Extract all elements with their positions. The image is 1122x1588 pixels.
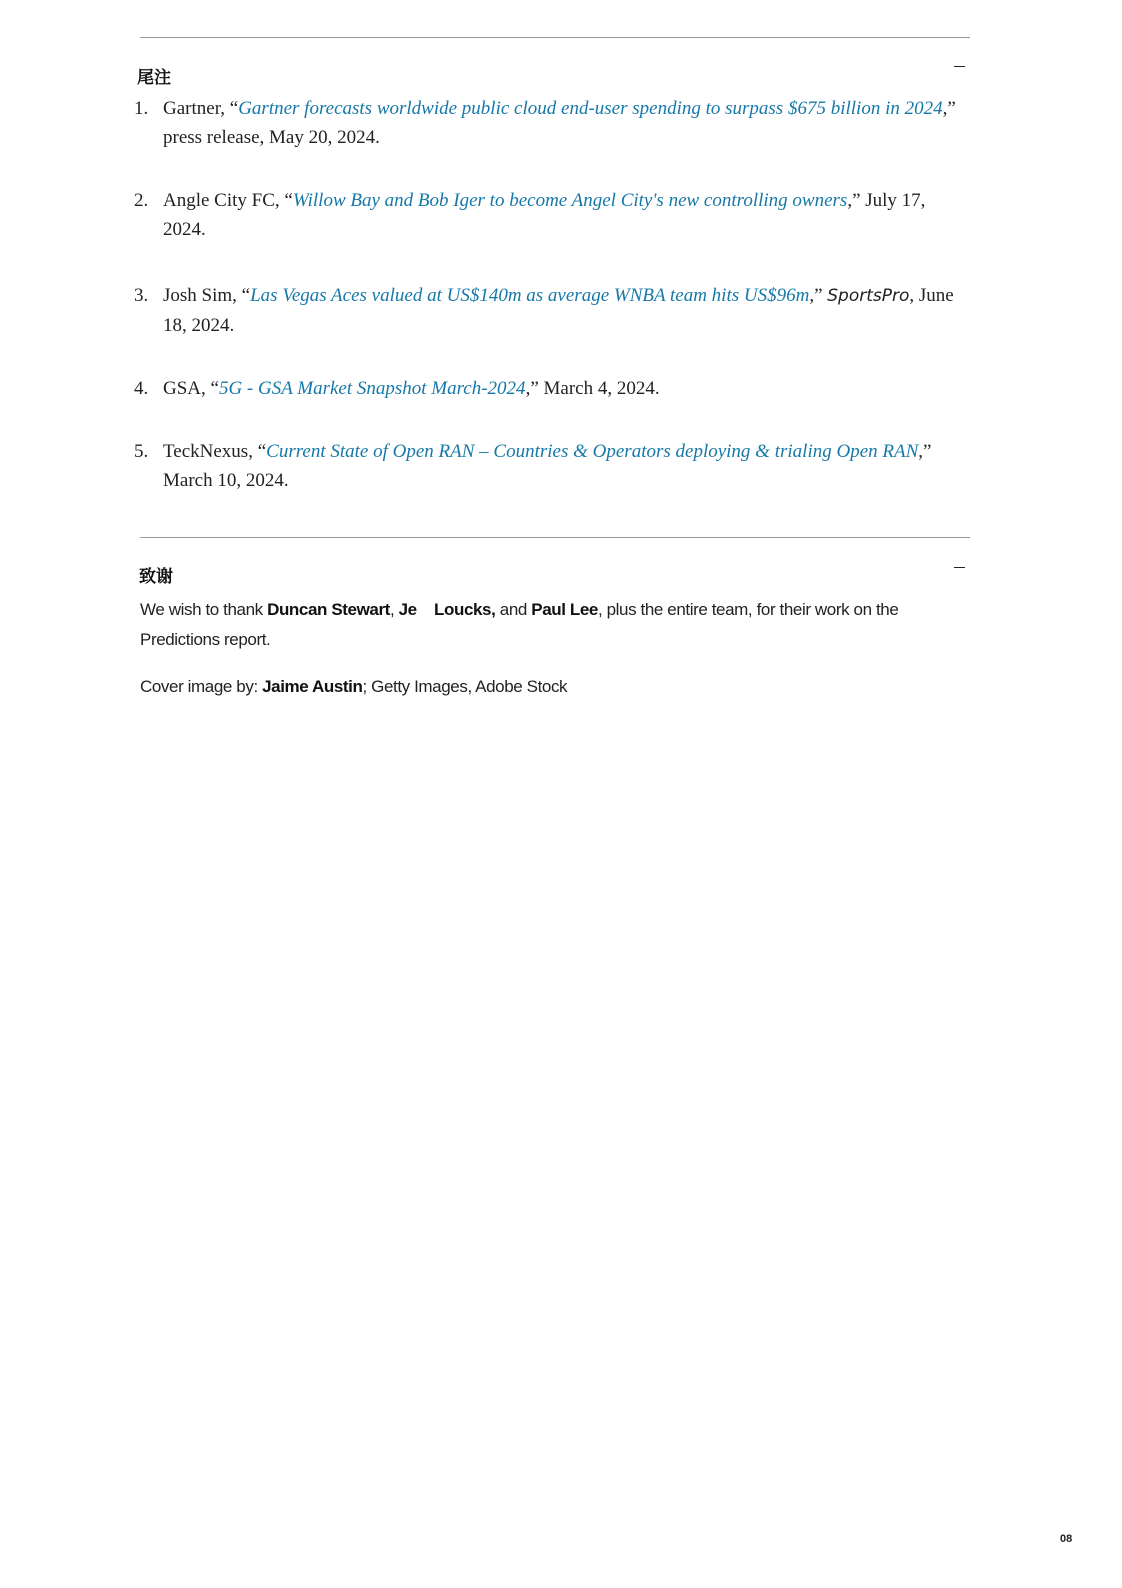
endnote-source: Josh Sim, “ [163,285,251,306]
endnote-source: Gartner, “ [163,98,239,119]
contributor-name: Duncan Stewart [267,600,390,619]
endnote-item [134,281,970,340]
endnote-number: 1. [134,98,149,119]
endnote-link[interactable]: 5G - GSA Market Snapshot March-2024 [218,378,526,399]
credit-text: Cover image by: [140,677,263,696]
endnote-item [134,186,970,244]
minus-icon [954,66,965,67]
endnote-link[interactable]: Willow Bay and Bob Iger to become Angel City's new controlling owners [292,190,848,211]
endnote-details: , June 18, 2024. [163,285,954,336]
cover-credit [140,672,960,702]
endnote-details: ,” March 10, 2024. [163,441,932,491]
endnote-separator: ,” [809,285,828,306]
acknowledgements-thanks [140,595,960,655]
endnote-number: 4. [134,378,149,399]
minus-icon [954,567,965,568]
endnote-publication: SportsPro [827,286,910,306]
endnote-details: ,” March 4, 2024. [525,378,660,399]
endnote-number: 5. [134,441,149,462]
endnote-number: 2. [134,190,149,211]
credit-text: ; Getty Images, Adobe Stock [362,677,568,696]
thanks-text: and [495,600,532,619]
endnotes-collapse-button[interactable] [951,59,967,75]
thanks-text: , [389,600,399,619]
acknowledgements-heading: 致谢 [139,567,173,587]
contributor-name: Je Loucks, [398,600,496,619]
endnote-source: Angle City FC, “ [163,190,293,211]
endnote-link[interactable]: Current State of Open RAN – Countries & Operators deploying & trialing Open RAN [266,441,919,462]
acknowledgements-divider [140,537,970,538]
page-number: 08 [1060,1533,1073,1545]
endnote-number: 3. [134,285,149,306]
endnotes-heading: 尾注 [137,68,171,88]
endnote-source: TeckNexus, “ [163,441,267,462]
thanks-text: We wish to thank [140,600,268,619]
acknowledgements-collapse-button[interactable] [951,560,967,576]
endnote-details: ,” July 17, 2024. [163,190,926,240]
endnotes-list [134,94,970,495]
endnote-link[interactable]: Las Vegas Aces valued at US$140m as average WNBA team hits US$96m [250,285,810,306]
endnote-item [134,437,970,495]
endnote-link[interactable]: Gartner forecasts worldwide public cloud end-user spending to surpass $675 billion in 2024 [238,98,943,119]
endnotes-divider [140,37,970,38]
endnote-item [134,374,970,403]
endnote-source: GSA, “ [163,378,219,399]
contributor-name: Paul Lee [531,600,598,619]
thanks-text: , plus the entire team, for their work on the Predictions report. [140,600,899,649]
endnote-item [134,94,970,152]
cover-artist-name: Jaime Austin [262,677,363,696]
endnote-details: ,” press release, May 20, 2024. [163,98,956,148]
